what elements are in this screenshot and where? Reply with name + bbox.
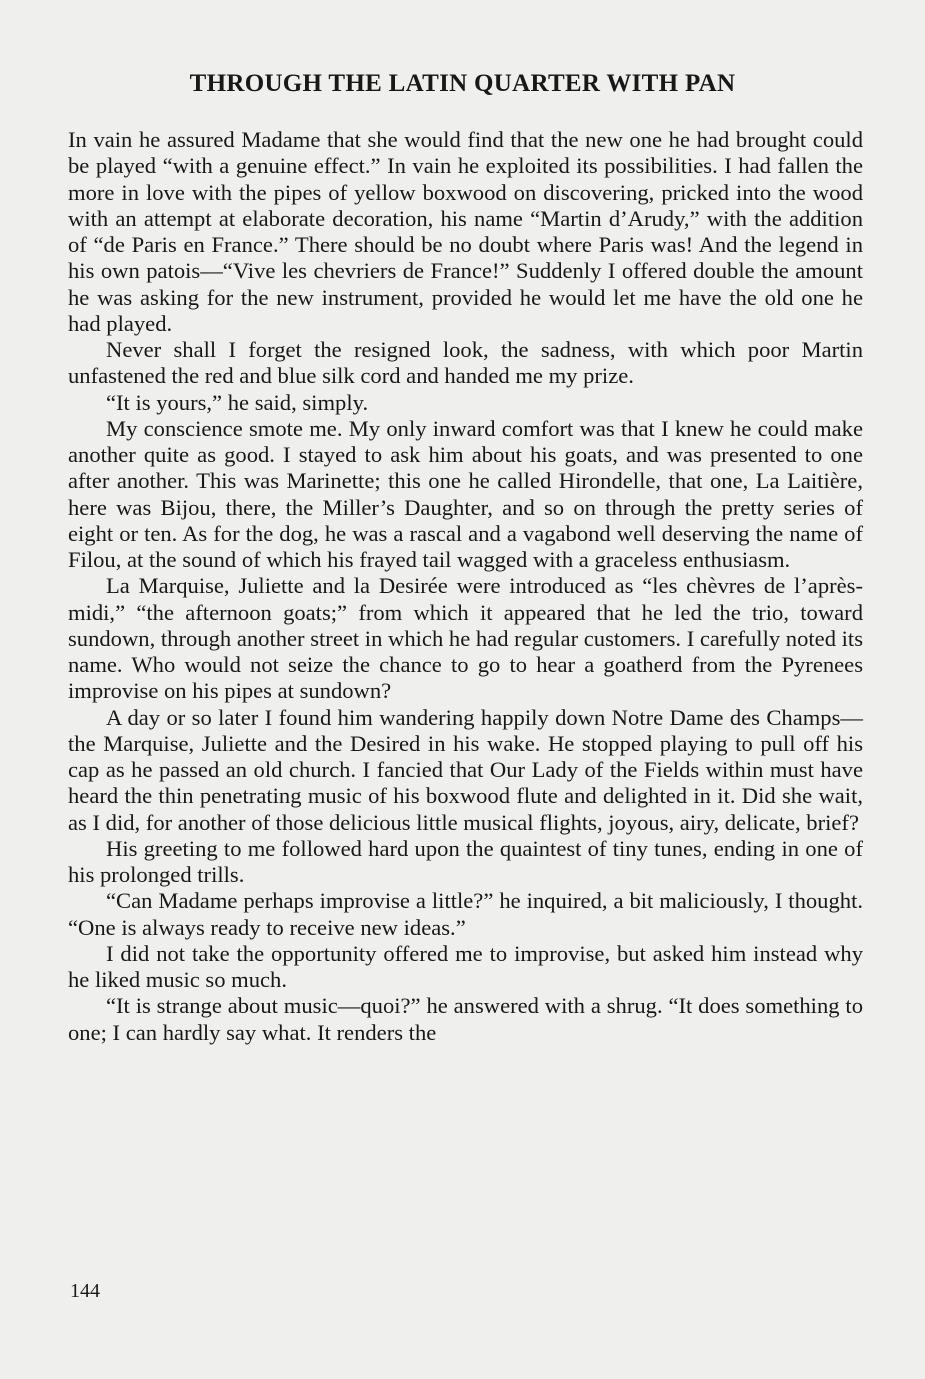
- paragraph-10: “It is strange about music—quoi?” he answered with a shrug. “It does something to one; I can hardly say what. It renders the: [68, 993, 863, 1045]
- paragraph-6: A day or so later I found him wandering happily down Notre Dame des Champs—the Marquise, Juliette and the Desired in his wake. He stopped playing to pull off his cap as he passed an old church. I fancied that Our Lady of the Fields within must have heard the thin penetrating music of his boxwood flute and delighted in it. Did she wait, as I did, for another of those delicious little musical flights, joyous, airy, delicate, brief?: [68, 704, 863, 835]
- paragraph-8: “Can Madame perhaps improvise a little?” he inquired, a bit maliciously, I thought. “One is always ready to receive new ideas.”: [68, 888, 863, 940]
- page-number: 144: [70, 1280, 100, 1302]
- paragraph-1: In vain he assured Madame that she would find that the new one he had brought could be played “with a genuine effect.” In vain he exploited its possibilities. I had fallen the more in love with the pipes of yellow boxwood on discovering, pricked into the wood with an attempt at elaborate decoration, his name “Martin d’Arudy,” with the addition of “de Paris en France.” There should be no doubt where Paris was! And the legend in his own patois—“Vive les chevriers de France!” Suddenly I offered double the amount he was asking for the new instrument, provided he would let me have the old one he had played.: [68, 127, 863, 336]
- paragraph-9: I did not take the opportunity offered me to improvise, but asked him instead why he liked music so much.: [68, 940, 863, 992]
- paragraph-2: Never shall I forget the resigned look, the sadness, with which poor Martin unfastened the red and blue silk cord and handed me my prize.: [68, 337, 863, 389]
- body-text: [68, 127, 863, 1046]
- paragraph-4: My conscience smote me. My only inward comfort was that I knew he could make another quite as good. I stayed to ask him about his goats, and was presented to one after another. This was Marinette; this one he called Hirondelle, that one, La Laitière, here was Bijou, there, the Miller’s Daughter, and so on through the pretty series of eight or ten. As for the dog, he was a rascal and a vagabond well deserving the name of Filou, at the sound of which his frayed tail wagged with a graceless enthusiasm.: [68, 415, 863, 572]
- paragraph-7: His greeting to me followed hard upon the quaintest of tiny tunes, ending in one of his prolonged trills.: [68, 835, 863, 887]
- paragraph-3: “It is yours,” he said, simply.: [106, 389, 369, 415]
- running-head: THROUGH THE LATIN QUARTER WITH PAN: [189, 70, 736, 97]
- paragraph-5: La Marquise, Juliette and la Desirée were introduced as “les chèvres de l’après-midi,” “the afternoon goats;” from which it appeared that he led the trio, toward sundown, through another street in which he had regular customers. I carefully noted its name. Who would not seize the chance to go to hear a goatherd from the Pyrenees improvise on his pipes at sundown?: [68, 573, 863, 704]
